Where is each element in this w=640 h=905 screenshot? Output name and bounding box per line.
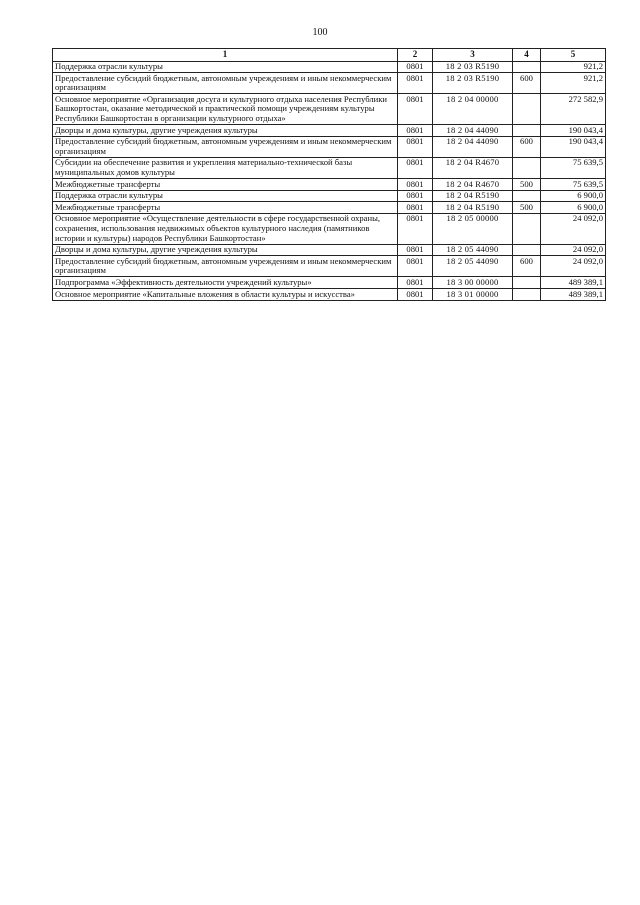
row-name: Предоставление субсидий бюджетным, автономным учреждениям и иным некоммерческим организациям <box>53 136 398 157</box>
row-section-code: 0801 <box>398 179 433 191</box>
table-row <box>53 213 606 244</box>
row-name: Основное мероприятие «Осуществление деятельности в сфере государственной охраны, сохранения, использования недвижимых объектов культурного наследия (памятников истории и культуры) народов Республики Башкортостан» <box>53 213 398 244</box>
row-target-code: 18 2 04 R4670 <box>433 157 513 178</box>
table-row <box>53 157 606 178</box>
row-amount: 190 043,4 <box>541 136 606 157</box>
table-row <box>53 73 606 94</box>
row-name: Основное мероприятие «Организация досуга и культурного отдыха населения Республики Башкортостан, оказание методической и практической помощи учреждениям культуры Республики Башкортостан в организации культурного отдыха» <box>53 94 398 125</box>
header-col-1: 1 <box>53 49 398 62</box>
table-row <box>53 61 606 73</box>
row-amount: 489 389,1 <box>541 277 606 289</box>
table-row <box>53 94 606 125</box>
row-amount: 921,2 <box>541 73 606 94</box>
row-expense-type <box>513 125 541 137</box>
row-expense-type <box>513 289 541 301</box>
row-expense-type <box>513 244 541 256</box>
row-target-code: 18 2 04 R5190 <box>433 202 513 214</box>
header-col-2: 2 <box>398 49 433 62</box>
table-row <box>53 202 606 214</box>
row-amount: 6 900,0 <box>541 202 606 214</box>
row-target-code: 18 2 05 44090 <box>433 244 513 256</box>
row-expense-type <box>513 213 541 244</box>
row-expense-type: 500 <box>513 179 541 191</box>
row-section-code: 0801 <box>398 94 433 125</box>
table-row <box>53 244 606 256</box>
row-expense-type: 500 <box>513 202 541 214</box>
row-section-code: 0801 <box>398 202 433 214</box>
row-name: Поддержка отрасли культуры <box>53 61 398 73</box>
row-name: Межбюджетные трансферты <box>53 202 398 214</box>
row-target-code: 18 2 04 R4670 <box>433 179 513 191</box>
row-target-code: 18 3 01 00000 <box>433 289 513 301</box>
table-row <box>53 190 606 202</box>
row-amount: 190 043,4 <box>541 125 606 137</box>
row-section-code: 0801 <box>398 61 433 73</box>
table-body <box>53 61 606 300</box>
table-header <box>53 49 606 62</box>
row-target-code: 18 2 04 R5190 <box>433 190 513 202</box>
table-row <box>53 289 606 301</box>
row-amount: 6 900,0 <box>541 190 606 202</box>
page-number: 100 <box>312 27 328 38</box>
row-section-code: 0801 <box>398 190 433 202</box>
row-name: Предоставление субсидий бюджетным, автономным учреждениям и иным некоммерческим организациям <box>53 256 398 277</box>
row-expense-type <box>513 157 541 178</box>
header-row <box>53 49 606 62</box>
row-name: Субсидии на обеспечение развития и укрепления материально-технической базы муниципальных домов культуры <box>53 157 398 178</box>
row-amount: 75 639,5 <box>541 179 606 191</box>
table-row <box>53 136 606 157</box>
row-target-code: 18 2 03 R5190 <box>433 61 513 73</box>
table-row <box>53 256 606 277</box>
row-section-code: 0801 <box>398 73 433 94</box>
row-target-code: 18 2 05 44090 <box>433 256 513 277</box>
row-amount: 272 582,9 <box>541 94 606 125</box>
row-section-code: 0801 <box>398 157 433 178</box>
row-name: Предоставление субсидий бюджетным, автономным учреждениям и иным некоммерческим организациям <box>53 73 398 94</box>
header-col-3: 3 <box>433 49 513 62</box>
row-target-code: 18 2 03 R5190 <box>433 73 513 94</box>
row-expense-type <box>513 277 541 289</box>
row-expense-type <box>513 61 541 73</box>
row-expense-type <box>513 94 541 125</box>
row-name: Подпрограмма «Эффективность деятельности учреждений культуры» <box>53 277 398 289</box>
row-amount: 489 389,1 <box>541 289 606 301</box>
row-amount: 24 092,0 <box>541 213 606 244</box>
row-section-code: 0801 <box>398 256 433 277</box>
header-col-4: 4 <box>513 49 541 62</box>
row-expense-type <box>513 190 541 202</box>
row-name: Межбюджетные трансферты <box>53 179 398 191</box>
row-amount: 921,2 <box>541 61 606 73</box>
budget-table <box>52 48 606 301</box>
row-name: Дворцы и дома культуры, другие учреждения культуры <box>53 125 398 137</box>
row-expense-type: 600 <box>513 136 541 157</box>
row-expense-type: 600 <box>513 256 541 277</box>
row-section-code: 0801 <box>398 136 433 157</box>
row-amount: 24 092,0 <box>541 256 606 277</box>
row-name: Поддержка отрасли культуры <box>53 190 398 202</box>
row-target-code: 18 2 04 00000 <box>433 94 513 125</box>
row-section-code: 0801 <box>398 244 433 256</box>
row-section-code: 0801 <box>398 125 433 137</box>
row-section-code: 0801 <box>398 213 433 244</box>
row-expense-type: 600 <box>513 73 541 94</box>
row-target-code: 18 2 05 00000 <box>433 213 513 244</box>
row-section-code: 0801 <box>398 289 433 301</box>
row-target-code: 18 3 00 00000 <box>433 277 513 289</box>
row-target-code: 18 2 04 44090 <box>433 125 513 137</box>
header-col-5: 5 <box>541 49 606 62</box>
row-section-code: 0801 <box>398 277 433 289</box>
row-amount: 24 092,0 <box>541 244 606 256</box>
row-target-code: 18 2 04 44090 <box>433 136 513 157</box>
table-row <box>53 125 606 137</box>
row-amount: 75 639,5 <box>541 157 606 178</box>
row-name: Дворцы и дома культуры, другие учреждения культуры <box>53 244 398 256</box>
table-row <box>53 277 606 289</box>
row-name: Основное мероприятие «Капитальные вложения в области культуры и искусства» <box>53 289 398 301</box>
table-row <box>53 179 606 191</box>
